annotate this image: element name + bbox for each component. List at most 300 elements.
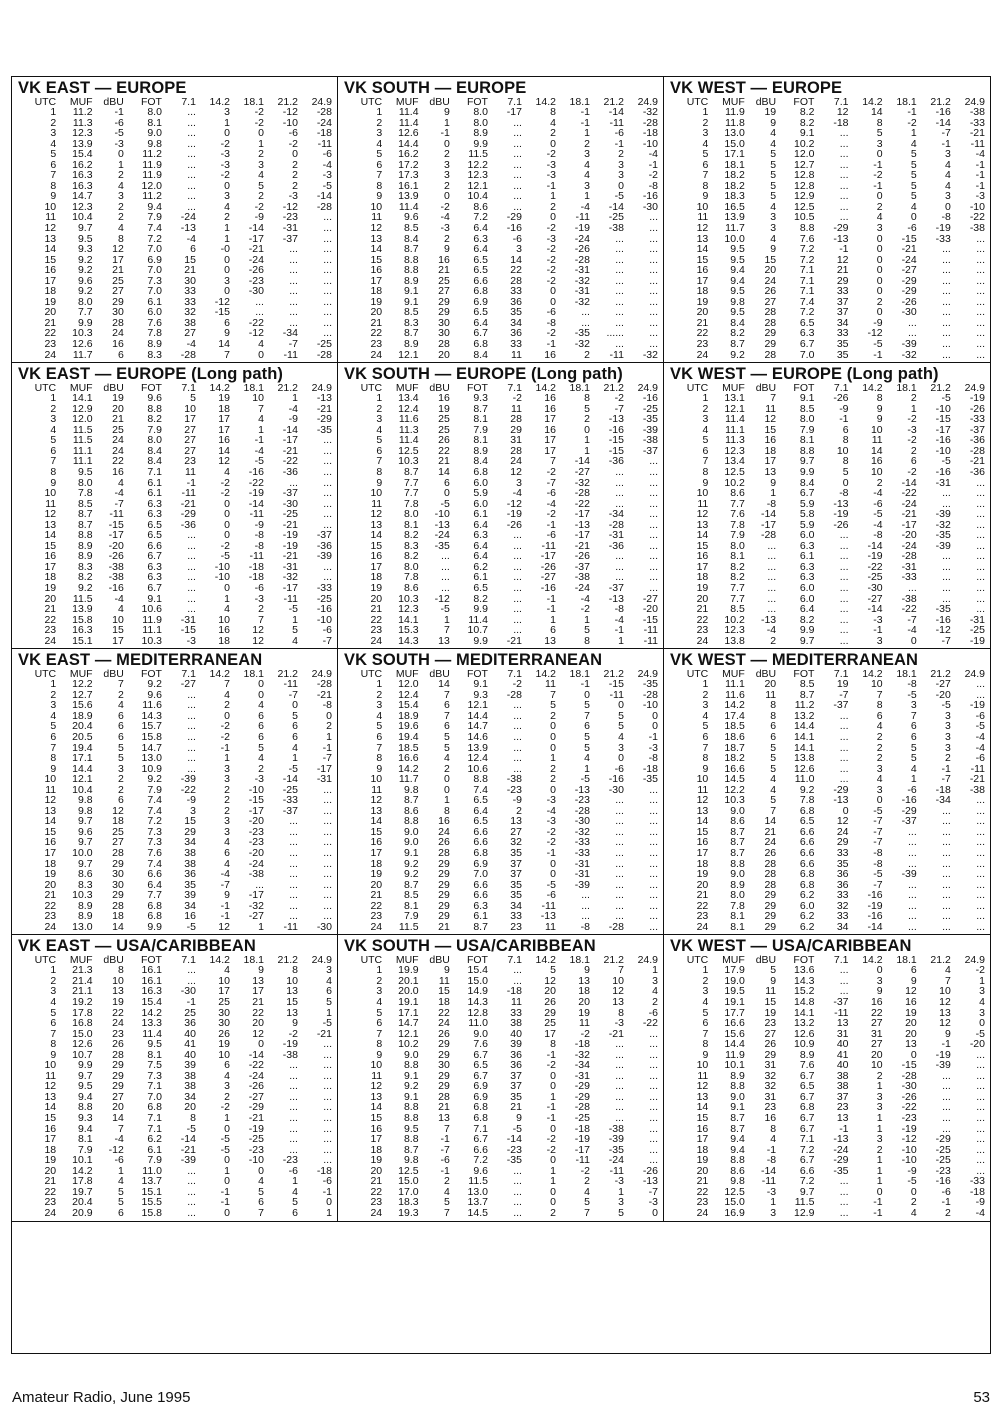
table-row (18, 679, 332, 690)
table-cell: -1 (839, 413, 849, 426)
table-cell: 1 (50, 678, 57, 691)
table-cell: 12 (252, 624, 264, 637)
table-cell: -1 (873, 624, 883, 637)
table-cell: 8.0 (730, 889, 745, 902)
column-header: 21.2 (930, 954, 951, 967)
table-cell: 1 (550, 1175, 556, 1188)
table-cell: -38 (969, 106, 985, 118)
table-cell: 12.0 (72, 413, 93, 426)
table-cell: 3 (584, 148, 590, 161)
table-cell: -19 (969, 392, 985, 405)
table-cell: ... (323, 518, 332, 531)
table-cell: 8.0 (147, 434, 162, 447)
table-cell: 2 (550, 1206, 556, 1219)
table-cell: 23 (44, 1196, 57, 1209)
table-cell: 8.7 (77, 508, 93, 521)
table-cell: -29 (833, 1154, 849, 1167)
table-cell: 8.7 (473, 920, 488, 933)
table-cell: 0 (910, 211, 917, 224)
table-cell: -32 (642, 348, 658, 361)
table-cell: 17.1 (72, 752, 93, 765)
table-cell: 8 (190, 1112, 196, 1125)
table-cell: ... (323, 571, 332, 584)
table-cell: -11 (834, 1006, 849, 1019)
table-cell: -13 (833, 794, 849, 807)
table-cell: -3 (546, 169, 556, 182)
table-cell: ... (513, 592, 522, 605)
table-cell: 6 (117, 709, 124, 722)
table-cell: 3 (117, 190, 124, 203)
table-cell: 12 (905, 985, 917, 998)
table-cell: 6.4 (473, 804, 488, 817)
table-cell: 9.5 (730, 253, 745, 266)
table-cell: 0 (224, 1154, 230, 1167)
propagation-panel (664, 935, 990, 1221)
table-cell: ... (615, 910, 624, 923)
table-cell: 8.8 (403, 264, 419, 277)
table-row (18, 276, 332, 287)
table-cell: -7 (941, 634, 951, 647)
table-cell: 8 (292, 964, 298, 977)
table-cell: -30 (901, 1080, 917, 1093)
table-cell: 3 (702, 985, 709, 998)
table-cell: -17 (760, 518, 777, 531)
table-cell: 19.7 (72, 1185, 93, 1198)
table-cell: -7 (873, 878, 883, 891)
table-cell: 9.9 (473, 634, 488, 647)
table-row (18, 922, 332, 933)
table-cell: -1 (440, 1133, 450, 1146)
table-cell: ... (615, 794, 624, 807)
table-cell: 23 (696, 338, 709, 351)
table-cell: 38 (510, 1017, 522, 1030)
table-cell: 20 (696, 306, 709, 319)
table-cell: 6.7 (147, 550, 162, 563)
table-cell: 11.7 (398, 773, 419, 786)
table-cell: ... (187, 752, 196, 765)
table-cell: 6.8 (799, 1101, 815, 1114)
table-cell: 9.7 (77, 857, 93, 870)
table-cell: 5 (770, 794, 777, 807)
table-cell: ... (649, 211, 658, 224)
table-cell: 5 (550, 699, 556, 712)
table-row (344, 478, 658, 489)
table-cell: 17 (696, 560, 709, 573)
table-cell: 13 (544, 634, 556, 647)
table-cell: 6.7 (473, 1048, 488, 1061)
table-cell: 9.8 (77, 794, 93, 807)
table-cell: 4 (910, 1206, 917, 1219)
table-cell: 10.9 (793, 1038, 815, 1051)
table-cell: -37 (833, 996, 849, 1009)
table-cell: 1 (292, 613, 298, 626)
table-cell: 0 (550, 1185, 556, 1198)
table-cell: 36 (510, 295, 522, 308)
table-cell: ... (649, 264, 658, 277)
table-cell: 8.2 (799, 116, 815, 129)
table-cell: -37 (282, 804, 298, 817)
table-cell: 33 (836, 327, 849, 340)
table-cell: -1 (546, 847, 556, 859)
table-cell: 24 (44, 920, 57, 933)
table-cell: 11 (371, 211, 383, 224)
table-cell: 1 (376, 678, 383, 691)
table-cell: 12.3 (72, 200, 93, 213)
table-cell: 9 (50, 476, 57, 489)
table-cell: ... (907, 316, 917, 329)
column-header: 24.9 (311, 96, 332, 108)
table-cell: -20 (108, 539, 124, 552)
table-cell: 8 (376, 465, 383, 478)
table-cell: 6.4 (147, 878, 162, 891)
table-cell: 35 (510, 1090, 522, 1103)
table-cell: 4 (117, 476, 124, 489)
table-row (670, 1071, 985, 1082)
table-cell: 0 (550, 1196, 556, 1209)
table-cell: 31 (836, 1027, 849, 1040)
table-cell: ... (649, 899, 658, 912)
table-cell: 15.0 (724, 137, 745, 150)
table-cell: -14 (867, 920, 883, 933)
table-cell: -31 (316, 773, 332, 786)
table-cell: 33 (510, 285, 522, 298)
propagation-table (18, 383, 332, 646)
table-cell: 3 (945, 190, 951, 203)
table-cell: 13 (438, 1112, 450, 1125)
table-cell: 11 (545, 920, 556, 933)
table-cell: -4 (220, 868, 230, 881)
table-cell: -36 (316, 539, 332, 552)
table-cell: 7.4 (147, 857, 162, 870)
table-cell: 23 (696, 1196, 709, 1209)
table-cell: 7.0 (147, 285, 162, 298)
table-cell: -10 (214, 560, 230, 573)
table-cell: -28 (969, 444, 985, 457)
table-cell: 17 (44, 847, 57, 859)
table-row (18, 1071, 332, 1082)
table-cell: 0 (910, 634, 917, 647)
table-cell: 3 (50, 985, 57, 998)
table-cell: -25 (316, 338, 332, 351)
table-cell: 35 (836, 338, 849, 351)
table-cell: -19 (969, 699, 985, 712)
table-row (670, 911, 985, 922)
table-cell: 23 (370, 624, 383, 637)
table-cell: 20 (112, 402, 124, 415)
table-cell: 8.9 (473, 444, 488, 457)
table-cell: 11.4 (398, 106, 419, 118)
table-cell: -1 (546, 518, 556, 531)
table-cell: 12 (510, 465, 522, 478)
table-cell: 0 (550, 783, 556, 796)
table-cell: 8.4 (730, 316, 745, 329)
table-cell: -15 (901, 232, 917, 245)
table-row (344, 965, 658, 976)
table-cell: -31 (574, 264, 590, 277)
table-cell: ... (767, 550, 777, 563)
table-cell: -2 (288, 137, 298, 150)
table-cell: -6 (614, 762, 624, 775)
table-row (344, 1039, 658, 1050)
table-cell: 10.1 (724, 1059, 745, 1072)
table-cell: -4 (873, 487, 883, 500)
table-row (670, 478, 985, 489)
table-cell: 30 (218, 1017, 230, 1030)
table-cell: ... (942, 243, 951, 256)
table-cell: 27 (112, 1090, 124, 1103)
table-cell: -8 (839, 487, 849, 500)
table-cell: -26 (506, 518, 522, 531)
table-cell: 2 (876, 730, 883, 743)
table-cell: ... (513, 169, 522, 182)
table-cell: ... (323, 316, 332, 329)
table-cell: -4 (648, 148, 658, 161)
table-cell: ... (907, 910, 917, 923)
table-cell: 9.2 (403, 1080, 419, 1093)
table-row (344, 160, 658, 171)
table-cell: 13 (696, 518, 709, 531)
table-cell: 0 (876, 243, 883, 256)
table-cell: ... (323, 1059, 332, 1072)
table-cell: 9 (50, 762, 57, 775)
table-cell: ... (323, 1112, 332, 1125)
column-header: MUF (722, 668, 745, 681)
table-cell: 8.2 (403, 550, 419, 563)
table-cell: 36 (184, 1017, 196, 1030)
table-cell: -2 (220, 720, 230, 733)
table-cell: 7.1 (147, 1080, 162, 1093)
propagation-table (670, 955, 985, 1218)
table-cell: 8.6 (730, 815, 745, 828)
table-cell: 10 (836, 444, 849, 457)
table-cell: 11.9 (142, 158, 162, 171)
table-cell: 6.5 (147, 529, 162, 542)
table-cell: ... (942, 264, 951, 277)
table-cell: 8 (584, 634, 590, 647)
table-cell: 11.4 (142, 1027, 162, 1040)
table-cell: 9.4 (77, 1090, 93, 1103)
table-cell: -19 (935, 222, 951, 235)
table-cell: 39 (184, 1059, 196, 1072)
table-cell: 6 (550, 624, 556, 637)
table-cell: -35 (316, 423, 332, 436)
table-cell: 6.8 (799, 868, 815, 881)
table-cell: 19.5 (724, 985, 745, 998)
table-cell: 37 (510, 1069, 522, 1082)
table-cell: 15 (44, 1112, 57, 1125)
table-cell: 10 (184, 402, 196, 415)
table-cell: -4 (288, 402, 298, 415)
table-cell: ... (976, 910, 985, 923)
table-cell: 33 (510, 338, 522, 351)
table-cell: 41 (836, 1048, 849, 1061)
table-cell: 12.2 (72, 678, 93, 691)
table-cell: -23 (282, 211, 298, 224)
table-cell: 1 (652, 964, 658, 977)
table-cell: 9 (443, 243, 450, 256)
table-row (344, 562, 658, 573)
table-cell: -16 (935, 1175, 951, 1188)
table-cell: 8.9 (77, 550, 93, 563)
table-cell: 19 (44, 581, 57, 594)
table-row (670, 541, 985, 552)
table-cell: 1 (224, 752, 230, 765)
table-cell: 12 (939, 1017, 951, 1030)
table-cell: 1 (770, 487, 777, 500)
table-cell: -8 (546, 316, 556, 329)
table-cell: 4 (550, 116, 556, 129)
table-cell: 12 (218, 455, 230, 468)
table-cell: 16 (370, 1122, 383, 1135)
table-cell: 32 (510, 836, 522, 849)
table-cell: 1 (376, 392, 383, 405)
table-cell: 9.1 (799, 392, 815, 405)
table-cell: -31 (282, 222, 298, 235)
table-cell: ... (323, 794, 332, 807)
table-row (18, 604, 332, 615)
table-cell: ... (649, 1027, 658, 1040)
table-cell: 1 (224, 222, 230, 235)
table-cell: -26 (248, 264, 264, 277)
table-cell: 8.7 (730, 1112, 745, 1125)
table-cell: 6.4 (799, 603, 815, 616)
table-cell: 6.1 (147, 487, 162, 500)
table-cell: -25 (574, 1112, 590, 1125)
table-cell: 5 (550, 964, 556, 977)
table-cell: 24 (696, 634, 709, 647)
table-cell: 4 (584, 1185, 590, 1198)
table-cell: 4 (910, 137, 917, 150)
table-cell: -18 (574, 1122, 590, 1135)
table-cell: 13 (370, 1090, 383, 1103)
table-cell: 8.2 (473, 592, 488, 605)
table-cell: ... (615, 465, 624, 478)
table-cell: 15.4 (398, 699, 419, 712)
table-cell: -6 (322, 1175, 332, 1188)
table-cell: ... (581, 306, 590, 319)
table-cell: ... (649, 1048, 658, 1061)
table-cell: ... (513, 137, 522, 150)
table-cell: 14.7 (398, 1017, 419, 1030)
table-cell: ... (942, 285, 951, 298)
table-cell: 20 (252, 1017, 264, 1030)
table-cell: 9 (516, 1112, 522, 1125)
table-cell: ... (942, 836, 951, 849)
table-cell: -5 (186, 920, 196, 933)
table-cell: 1 (702, 106, 709, 118)
table-cell: -3 (220, 148, 230, 161)
table-cell: 8.9 (77, 539, 93, 552)
column-header: FOT (793, 668, 815, 681)
table-cell: 12.4 (467, 752, 488, 765)
table-cell: 12.0 (793, 148, 815, 161)
column-header: 14.2 (862, 382, 883, 395)
table-cell: -32 (282, 571, 298, 584)
column-header: FOT (793, 954, 815, 967)
table-row (670, 743, 985, 754)
table-cell: 18 (696, 285, 709, 298)
table-cell: ... (942, 253, 951, 266)
table-cell: 8 (702, 465, 709, 478)
table-cell: 6 (292, 1206, 298, 1219)
table-cell: 6 (702, 444, 709, 457)
table-row (344, 107, 658, 118)
table-cell: 6.4 (473, 518, 488, 531)
table-cell: 22 (696, 1185, 709, 1198)
table-cell: 3 (224, 773, 230, 786)
table-cell: 6 (702, 730, 709, 743)
table-cell: 7.8 (799, 794, 815, 807)
table-cell: 13 (44, 518, 57, 531)
table-cell: -1 (975, 179, 985, 192)
table-cell: 3 (876, 1133, 883, 1146)
table-cell: 6.8 (473, 338, 488, 351)
table-cell: ... (976, 1143, 985, 1156)
table-cell: 11.5 (468, 148, 488, 161)
table-cell: -2 (546, 253, 556, 266)
table-cell: 8 (842, 434, 849, 447)
table-cell: 5 (584, 1196, 590, 1209)
table-cell: 9.2 (77, 581, 93, 594)
table-cell: ... (187, 116, 196, 129)
table-cell: ... (289, 836, 298, 849)
table-row (670, 339, 985, 350)
table-cell: 9.2 (403, 857, 419, 870)
table-cell: ... (187, 730, 196, 743)
table-cell: 16 (870, 455, 883, 468)
column-header: 24.9 (637, 96, 658, 108)
table-cell: ... (976, 1133, 985, 1146)
column-header: 21.2 (277, 668, 298, 681)
table-cell: -1 (839, 243, 849, 256)
table-cell: 9 (258, 964, 264, 977)
table-cell: 35 (184, 878, 196, 891)
table-cell: -15 (642, 613, 658, 626)
table-cell: 20 (184, 1101, 196, 1114)
table-cell: 14.7 (72, 190, 93, 203)
table-cell: 8.9 (77, 910, 93, 923)
table-row (670, 922, 985, 933)
column-header: 24.9 (637, 382, 658, 395)
table-cell: 4 (292, 634, 298, 647)
table-cell: 0 (910, 1048, 917, 1061)
table-cell: 7 (376, 455, 383, 468)
table-cell: -30 (180, 985, 196, 998)
table-cell: 6 (376, 158, 383, 171)
table-cell: ... (649, 1101, 658, 1114)
column-header: FOT (466, 668, 488, 681)
table-row (344, 286, 658, 297)
table-cell: -11 (283, 592, 298, 605)
table-cell: 2 (376, 688, 383, 701)
table-cell: 28 (764, 878, 777, 891)
table-cell: 0 (550, 137, 556, 150)
table-cell: ... (513, 1175, 522, 1188)
table-cell: 10.2 (724, 613, 745, 626)
table-cell: -38 (608, 222, 624, 235)
table-cell: 2 (326, 720, 332, 733)
table-cell: 3 (443, 169, 450, 182)
table-cell: ... (323, 804, 332, 817)
column-header: UTC (360, 382, 383, 395)
table-cell: 5 (376, 720, 383, 733)
table-cell: ... (615, 253, 624, 266)
table-cell: 17 (544, 434, 556, 447)
propagation-panel (338, 935, 664, 1221)
table-row (670, 976, 985, 987)
table-cell: 6.4 (473, 316, 488, 329)
table-cell: ... (615, 560, 624, 573)
